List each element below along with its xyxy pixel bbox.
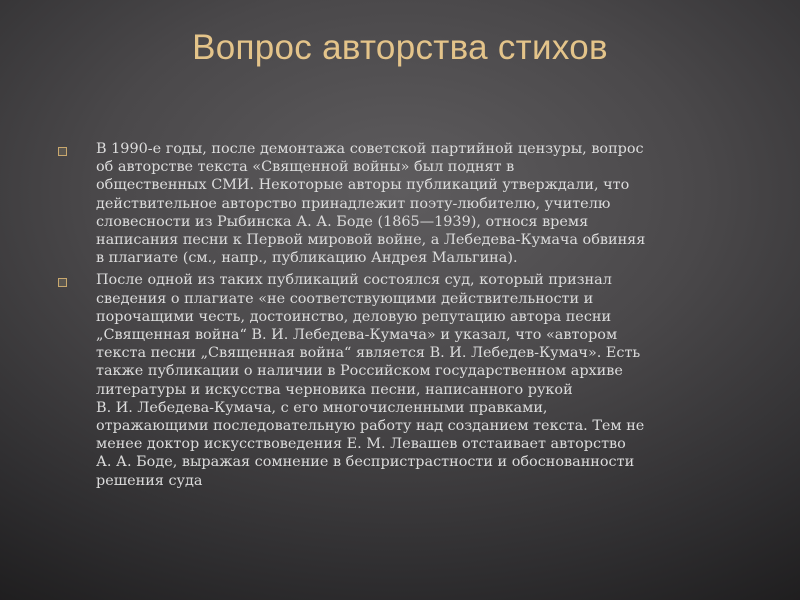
bullet-list (54, 140, 754, 494)
square-bullet-icon (58, 278, 67, 287)
square-bullet-icon (58, 147, 67, 156)
bullet-item-2 (54, 271, 754, 489)
bullet-item-1 (54, 140, 754, 267)
bullet-text-2: После одной из таких публикаций состоялся суд, который признал сведения о плагиате «не соответствующими действительности и порочащими честь, достоинство, деловую репутацию автора песни „Священная война“ В. И. Лебедева-Кумача» и указал, что «автором текста песни „Священная война“ является В. И. Лебедев-Кумач». Есть также публикации о наличии в Российском государственном архиве литературы и искусства черновика песни, написанного рукой В. И. Лебедева-Кумача, с его многочисленными правками, отражающими последовательную работу над созданием текста. Тем не менее доктор искусствоведения Е. М. Левашев отстаивает авторство А. А. Боде, выражая сомнение в беспристрастности и обоснованности решения суда (96, 272, 645, 489)
bullet-text-1: В 1990-е годы, после демонтажа советской партийной цензуры, вопрос об авторстве текста «Священной войны» был поднят в общественных СМИ. Некоторые авторы публикаций утверждали, что действительное авторство принадлежит поэту-любителю, учителю словесности из Рыбинска А. А. Боде (1865—1939), относя время написания песни к Первой мировой войне, а Лебедева-Кумача обвиняя в плагиате (см., напр., публикацию Андрея Мальгина). (96, 141, 646, 267)
slide-title: Вопрос авторства стихов (192, 28, 608, 67)
